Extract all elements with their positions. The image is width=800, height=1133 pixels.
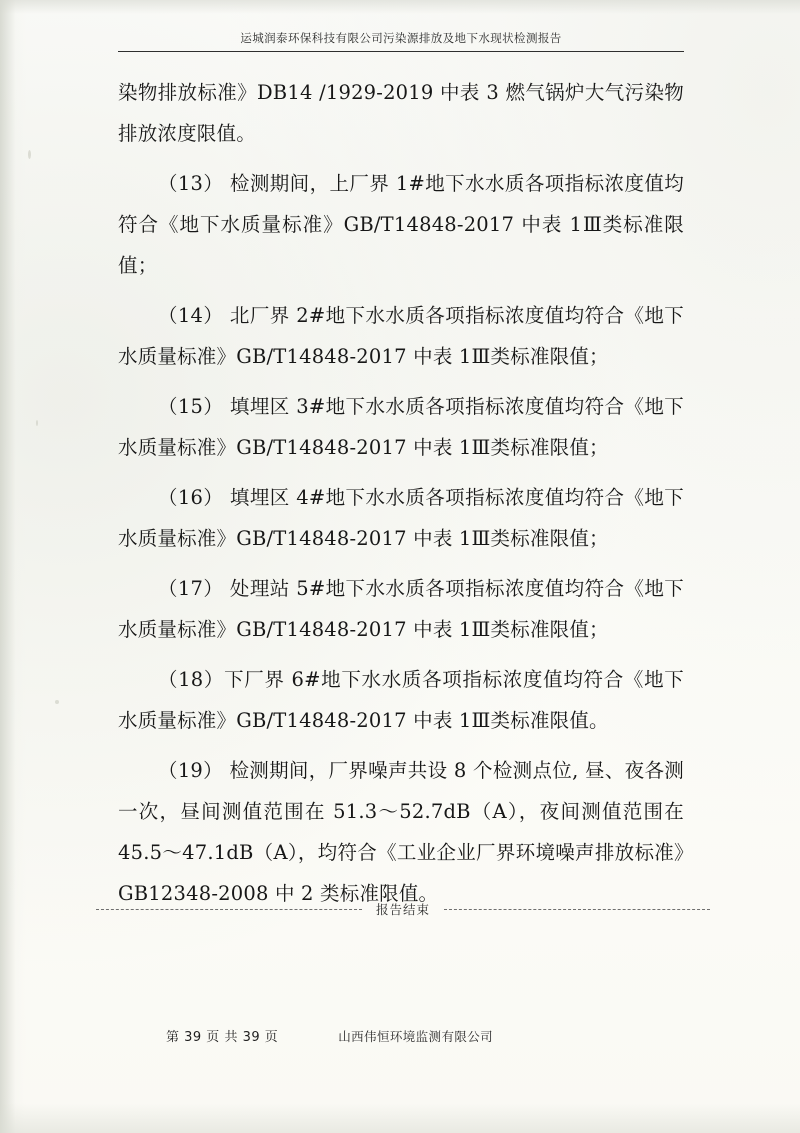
paragraph: （18）下厂界 6#地下水水质各项指标浓度值均符合《地下水质量标准》GB/T14848-2017 中表 1Ⅲ类标准限值。 bbox=[118, 668, 684, 732]
scan-edge-shadow-top bbox=[0, 0, 800, 14]
scan-speck bbox=[28, 150, 31, 159]
dashed-rule-left bbox=[96, 909, 362, 910]
paragraph: （13） 检测期间，上厂界 1#地下水水质各项指标浓度值均符合《地下水质量标准》GB/T14848-2017 中表 1Ⅲ类标准限值； bbox=[118, 172, 684, 277]
page-number: 第 39 页 共 39 页 bbox=[166, 1030, 279, 1045]
page-header bbox=[118, 30, 684, 52]
page-footer bbox=[118, 1026, 684, 1045]
document-body bbox=[118, 72, 684, 923]
footer-organization: 山西伟恒环境监测有限公司 bbox=[338, 1029, 494, 1044]
paragraph: （19） 检测期间，厂界噪声共设 8 个检测点位, 昼、夜各测一次，昼间测值范围在 51.3～52.7dB（A），夜间测值范围在 45.5～47.1dB（A），均符合《工业企业厂界环境噪声排放标准》GB12348-2008 中 2 类标准限值。 bbox=[118, 759, 684, 905]
header-divider bbox=[118, 51, 684, 52]
paragraph: （15） 填埋区 3#地下水水质各项指标浓度值均符合《地下水质量标准》GB/T14848-2017 中表 1Ⅲ类标准限值； bbox=[118, 395, 684, 459]
paragraph: （14） 北厂界 2#地下水水质各项指标浓度值均符合《地下水质量标准》GB/T14848-2017 中表 1Ⅲ类标准限值； bbox=[118, 304, 684, 368]
dashed-rule-right bbox=[444, 909, 710, 910]
scan-speck bbox=[55, 700, 59, 704]
paragraph: （16） 填埋区 4#地下水水质各项指标浓度值均符合《地下水质量标准》GB/T14848-2017 中表 1Ⅲ类标准限值； bbox=[118, 486, 684, 550]
report-end-label: 报告结束 bbox=[376, 902, 431, 917]
report-end-marker bbox=[96, 900, 710, 918]
report-title: 运城润泰环保科技有限公司污染源排放及地下水现状检测报告 bbox=[240, 31, 562, 45]
scan-edge-shadow-bottom bbox=[0, 1103, 800, 1133]
paragraph: 染物排放标准》DB14 /1929-2019 中表 3 燃气锅炉大气污染物排放浓度限值。 bbox=[118, 81, 684, 145]
scan-speck bbox=[36, 420, 38, 426]
scan-edge-shadow-left bbox=[0, 0, 26, 1133]
paragraph: （17） 处理站 5#地下水水质各项指标浓度值均符合《地下水质量标准》GB/T14848-2017 中表 1Ⅲ类标准限值； bbox=[118, 577, 684, 641]
